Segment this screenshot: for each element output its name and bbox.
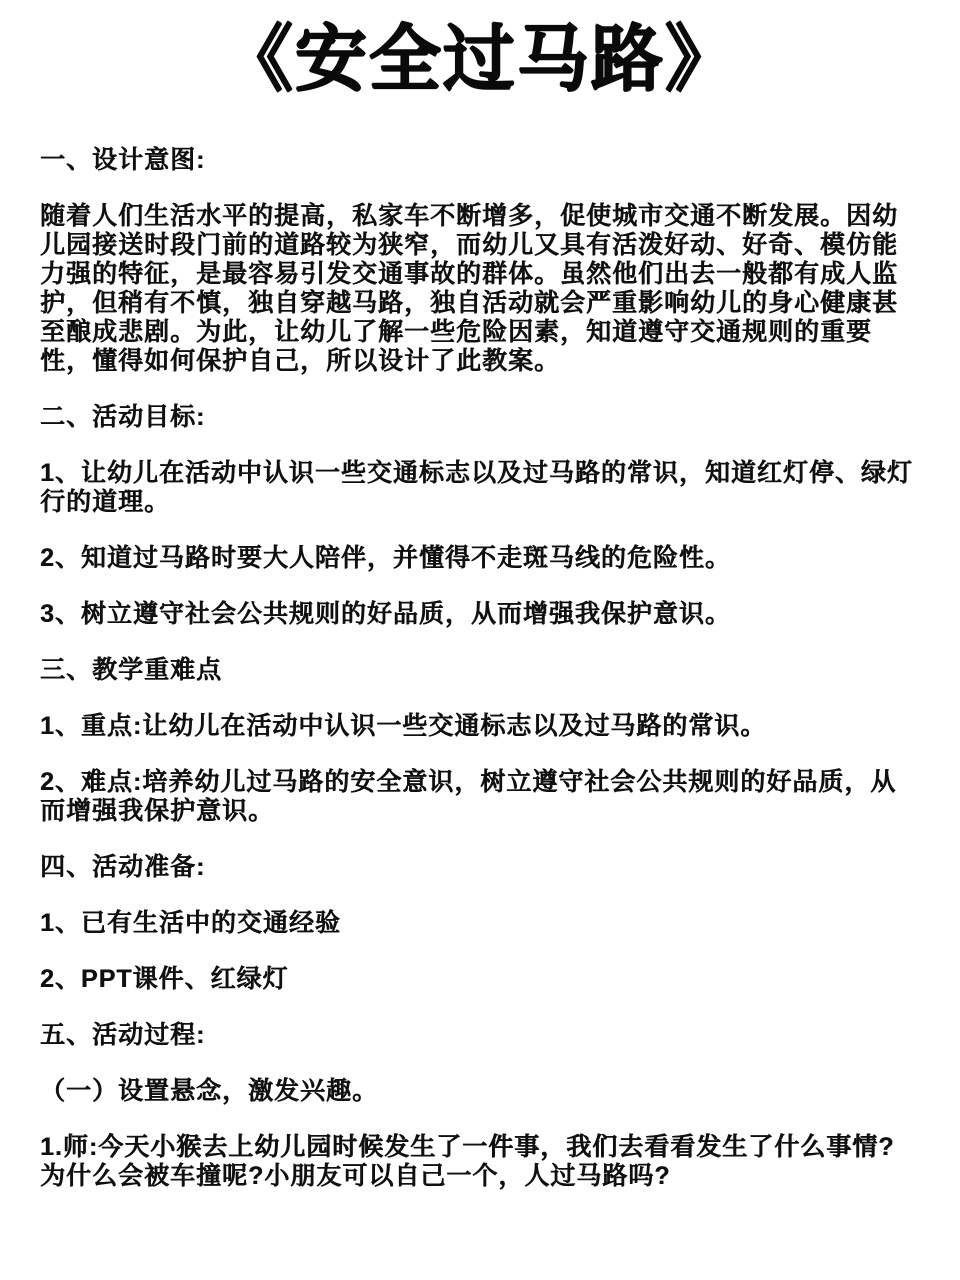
process-step-one-heading: （一）设置悬念，激发兴趣。: [40, 1076, 379, 1105]
activity-goal-item-1: 1、让幼儿在活动中认识一些交通标志以及过马路的常识，知道红灯停、绿灯行的道理。: [40, 458, 913, 516]
preparation-item-1: 1、已有生活中的交通经验: [40, 908, 341, 937]
activity-goal-item-3: 3、树立遵守社会公共规则的好品质，从而增强我保护意识。: [40, 599, 731, 628]
document-title: 《安全过马路》: [220, 20, 739, 100]
preparation-item-2: 2、PPT课件、红绿灯: [40, 964, 289, 993]
section-heading-design-intent: 一、设计意图:: [40, 145, 206, 174]
design-intent-paragraph: 随着人们生活水平的提高，私家车不断增多，促使城市交通不断发展。因幼儿园接送时段门前的道路较为狭窄，而幼儿又具有活泼好动、好奇、模仿能力强的特征，是最容易引发交通事故的群体。虽然他们出去一般都有成人监护，但稍有不慎，独自穿越马路，独自活动就会严重影响幼儿的身心健康甚至酿成悲剧。为此，让幼儿了解一些危险因素，知道遵守交通规则的重要性，懂得如何保护自己，所以设计了此教案。: [40, 201, 899, 375]
lesson-plan-page: [40, 22, 920, 1191]
section-heading-activity-process: 五、活动过程:: [40, 1020, 206, 1049]
difficult-point-item: 2、难点:培养幼儿过马路的安全意识，树立遵守社会公共规则的好品质，从而增强我保护意识。: [40, 767, 897, 825]
activity-goal-item-2: 2、知道过马路时要大人陪伴，并懂得不走斑马线的危险性。: [40, 543, 731, 572]
section-heading-activity-goals: 二、活动目标:: [40, 402, 206, 431]
section-heading-activity-preparation: 四、活动准备:: [40, 852, 206, 881]
key-point-item: 1、重点:让幼儿在活动中认识一些交通标志以及过马路的常识。: [40, 711, 767, 740]
section-heading-teaching-key-points: 三、教学重难点: [40, 655, 223, 684]
process-teacher-question: 1.师:今天小猴去上幼儿园时候发生了一件事，我们去看看发生了什么事情?为什么会被车撞呢?小朋友可以自己一个，人过马路吗?: [40, 1132, 895, 1190]
